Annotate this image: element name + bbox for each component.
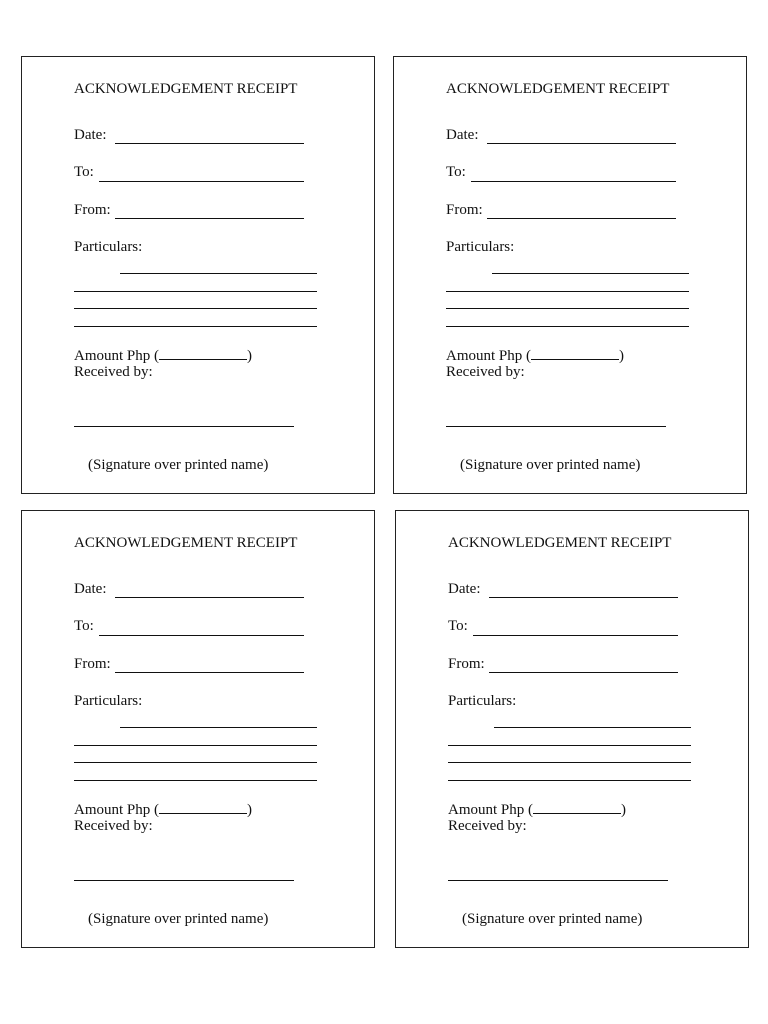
- date-label: Date:: [448, 581, 481, 597]
- receipt-title: ACKNOWLEDGEMENT RECEIPT: [74, 535, 298, 551]
- signature-line[interactable]: [446, 426, 666, 427]
- date-label: Date:: [446, 127, 479, 143]
- particulars-line[interactable]: [446, 291, 689, 292]
- particulars-line[interactable]: [74, 326, 317, 327]
- from-field-line[interactable]: [115, 218, 304, 219]
- particulars-line[interactable]: [74, 780, 317, 781]
- particulars-label: Particulars:: [448, 693, 517, 709]
- date-field-line[interactable]: [115, 143, 304, 144]
- particulars-label: Particulars:: [74, 693, 143, 709]
- from-label: From:: [448, 656, 485, 672]
- date-field-line[interactable]: [487, 143, 676, 144]
- receipt-title: ACKNOWLEDGEMENT RECEIPT: [446, 81, 670, 97]
- particulars-line[interactable]: [74, 308, 317, 309]
- amount-close: ): [247, 802, 253, 818]
- date-field-line[interactable]: [489, 597, 678, 598]
- date-label: Date:: [74, 127, 107, 143]
- from-field-line[interactable]: [489, 672, 678, 673]
- particulars-line[interactable]: [446, 308, 689, 309]
- amount-row: [74, 346, 252, 365]
- particulars-line[interactable]: [446, 326, 689, 327]
- particulars-line[interactable]: [74, 745, 317, 746]
- particulars-line[interactable]: [74, 291, 317, 292]
- signature-line[interactable]: [74, 880, 294, 881]
- amount-field-line[interactable]: [159, 346, 247, 360]
- amount-label: Amount Php (: [448, 802, 534, 818]
- to-field-line[interactable]: [99, 635, 304, 636]
- amount-row: [74, 800, 252, 819]
- particulars-line[interactable]: [448, 780, 691, 781]
- particulars-line[interactable]: [448, 762, 691, 763]
- from-label: From:: [74, 656, 111, 672]
- receipt-card: [21, 56, 375, 494]
- receipt-card: [395, 510, 749, 948]
- amount-close: ): [247, 348, 253, 364]
- particulars-line[interactable]: [494, 727, 691, 728]
- from-field-line[interactable]: [115, 672, 304, 673]
- from-field-line[interactable]: [487, 218, 676, 219]
- to-field-line[interactable]: [473, 635, 678, 636]
- receipt-card: [393, 56, 747, 494]
- receipt-title: ACKNOWLEDGEMENT RECEIPT: [448, 535, 672, 551]
- to-field-line[interactable]: [99, 181, 304, 182]
- particulars-label: Particulars:: [74, 239, 143, 255]
- amount-label: Amount Php (: [446, 348, 532, 364]
- to-label: To:: [446, 164, 466, 180]
- received-by-label: Received by:: [446, 364, 525, 380]
- amount-close: ): [619, 348, 625, 364]
- received-by-label: Received by:: [448, 818, 527, 834]
- amount-field-line[interactable]: [531, 346, 619, 360]
- particulars-label: Particulars:: [446, 239, 515, 255]
- date-label: Date:: [74, 581, 107, 597]
- amount-close: ): [621, 802, 627, 818]
- particulars-line[interactable]: [120, 273, 317, 274]
- amount-field-line[interactable]: [533, 800, 621, 814]
- date-field-line[interactable]: [115, 597, 304, 598]
- amount-row: [446, 346, 624, 365]
- signature-caption: (Signature over printed name): [88, 911, 269, 927]
- to-field-line[interactable]: [471, 181, 676, 182]
- signature-caption: (Signature over printed name): [88, 457, 269, 473]
- to-label: To:: [74, 164, 94, 180]
- signature-caption: (Signature over printed name): [462, 911, 643, 927]
- receipt-title: ACKNOWLEDGEMENT RECEIPT: [74, 81, 298, 97]
- amount-label: Amount Php (: [74, 348, 160, 364]
- amount-field-line[interactable]: [159, 800, 247, 814]
- amount-row: [448, 800, 626, 819]
- from-label: From:: [446, 202, 483, 218]
- from-label: From:: [74, 202, 111, 218]
- signature-line[interactable]: [448, 880, 668, 881]
- received-by-label: Received by:: [74, 818, 153, 834]
- particulars-line[interactable]: [74, 762, 317, 763]
- to-label: To:: [74, 618, 94, 634]
- received-by-label: Received by:: [74, 364, 153, 380]
- particulars-line[interactable]: [120, 727, 317, 728]
- signature-line[interactable]: [74, 426, 294, 427]
- particulars-line[interactable]: [448, 745, 691, 746]
- particulars-line[interactable]: [492, 273, 689, 274]
- to-label: To:: [448, 618, 468, 634]
- amount-label: Amount Php (: [74, 802, 160, 818]
- receipt-card: [21, 510, 375, 948]
- signature-caption: (Signature over printed name): [460, 457, 641, 473]
